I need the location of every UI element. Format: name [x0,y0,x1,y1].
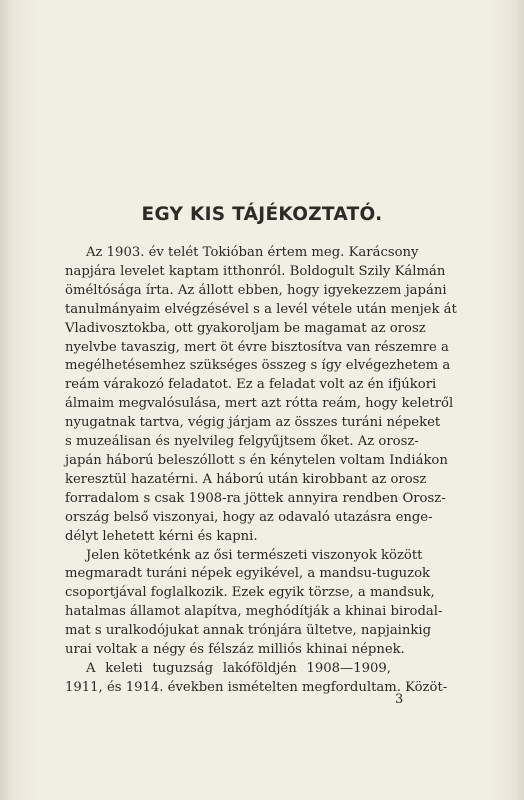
text-line: Jelen kötetkénk az ősi természeti viszonyok között [86,547,423,563]
text-line: öméltósága írta. Az állott ebben, hogy igyekezzem japáni [65,282,447,298]
text-line: csoportjával foglalkozik. Ezek egyik törzse, a mandsuk, [65,585,435,601]
text-line: hatalmas államot alapítva, meghódítják a khinai birodal- [65,604,443,620]
text-line: megmaradt turáni népek egyikével, a mandsu-tuguzok [65,566,431,582]
text-line: tanulmányaim elvégzésével s a levél vétele után menjek át [65,301,457,317]
text-line: nyugatnak tartva, végig járjam az összes turáni népeket [65,415,441,431]
text-line: Vladivosztokba, ott gyakoroljam be magamat az orosz [65,320,426,336]
text-line: urai voltak a négy és félszáz milliós khinai népnek. [65,642,405,658]
text-line: délyt lehetett kérni és kapni. [65,528,258,544]
text-line: álmaim megvalósulása, mert azt rótta reám, hogy keletről [65,396,454,412]
page-number: 3 [395,692,404,707]
text-line: mat s uralkodójukat annak trónjára ültetve, napjainkig [65,623,432,639]
text-line: Az 1903. év telét Tokióban értem meg. Karácsony [86,245,419,260]
text-line: s muzeálisan és nyelvileg felgyűjtsem őket. Az orosz- [65,434,419,450]
text-line: A keleti tuguzság lakóföldjén 1908—1909, [86,660,391,676]
text-line: napjára levelet kaptam itthonról. Boldogult Szily Kálmán [65,263,446,279]
text-line: megélhetésemhez szükséges összeg s így elvégezhetem a [65,358,451,374]
text-line: japán háború beleszóllott s én kénytelen voltam Indiákon [65,452,448,468]
text-line: keresztül hazatérni. A háború után kirobbant az orosz [65,471,427,487]
text-line: 1911, és 1914. években ismételten megfordultam. Közöt- [65,679,448,695]
text-line: reám várakozó feladatot. Ez a feladat volt az én ifjúkori [65,377,437,393]
text-line: nyelvbe tavaszig, mert öt évre bisztosítva van részemre a [65,339,449,355]
body-text [65,244,457,698]
text-line: forradalom s csak 1908-ra jöttek annyira rendben Orosz- [65,490,446,506]
page-title: EGY KIS TÁJÉKOZTATÓ. [141,204,383,225]
text-line: ország belső viszonyai, hogy az odavaló utazásra enge- [65,509,433,525]
